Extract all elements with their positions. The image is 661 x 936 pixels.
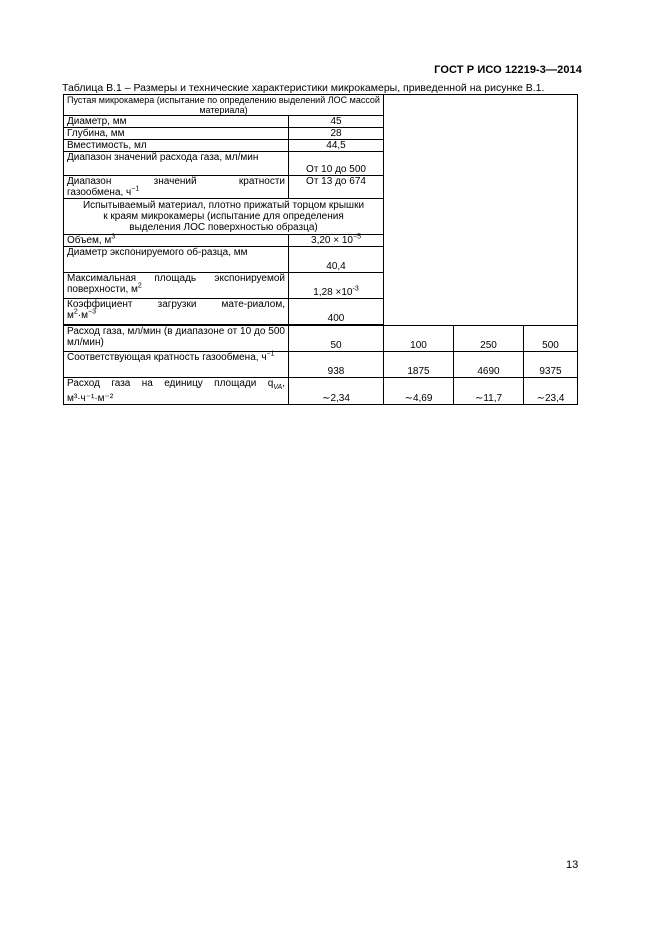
section-title-empty-chamber: Пустая микрокамера (испытание по определению выделений ЛОС массой материала): [64, 95, 384, 116]
row-label: Расход газа, мл/мин (в диапазоне от 10 до 500 мл/мин): [64, 326, 289, 352]
row-label: Максимальная площадь экспонируемой поверхности, $м^2$: [64, 273, 289, 299]
document-header: ГОСТ Р ИСО 12219-3—2014: [434, 64, 582, 76]
blank-area: [384, 95, 578, 326]
exchange-value: 9375: [524, 352, 578, 378]
row-value: $3,20 \times 10^{-5}$: [289, 235, 384, 247]
table-row: [64, 326, 578, 352]
row-value: 40,4: [289, 247, 384, 273]
row-value: 28: [289, 128, 384, 140]
row-value: 45: [289, 116, 384, 128]
row-label: Диаметр экспонируемого об-разца, мм: [64, 247, 289, 273]
row-label: Вместимость, мл: [64, 140, 289, 152]
row-label: Диаметр, мм: [64, 116, 289, 128]
table-row: [64, 378, 578, 405]
exchange-value: 4690: [454, 352, 524, 378]
flow-value: 250: [454, 326, 524, 352]
table-row: [64, 352, 578, 378]
specifications-table: [63, 94, 578, 405]
page-number: 13: [566, 859, 579, 871]
flow-value: 100: [384, 326, 454, 352]
row-value: 400: [289, 299, 384, 325]
row-value: 44,5: [289, 140, 384, 152]
row-label: Соответствующая кратность газообмена, $ч^{-1}$: [64, 352, 289, 378]
row-label: Глубина, мм: [64, 128, 289, 140]
flow-value: 500: [524, 326, 578, 352]
specific-flow-value: ∼11,7: [454, 378, 524, 405]
row-label: Диапазон значений кратности газообмена, $ч^{-1}$: [64, 176, 289, 199]
specific-flow-value: ∼4,69: [384, 378, 454, 405]
row-label: Диапазон значений расхода газа, мл/мин: [64, 152, 289, 176]
row-label: Объем, $м^3$: [64, 235, 289, 247]
section-title-test-material: Испытываемый материал, плотно прижатый торцом крышки к краям микрокамеры (испытание для определения выделения ЛОС поверхностью образца): [64, 199, 384, 235]
specific-flow-value: ∼23,4: [524, 378, 578, 405]
row-value: От 10 до 500: [289, 152, 384, 176]
row-label: Коэффициент загрузки мате-риалом, $м^2\cdot м^{-3}$: [64, 299, 289, 325]
table-caption: Таблица В.1 – Размеры и технические характеристики микрокамеры, приведенной на рисунке В.1.: [62, 82, 545, 94]
row-label: Расход газа на единицу площади $q_{VA}$, м³·ч⁻¹·м⁻²: [64, 378, 289, 405]
exchange-value: 1875: [384, 352, 454, 378]
specific-flow-value: ∼2,34: [289, 378, 384, 405]
row-value: От 13 до 674: [289, 176, 384, 199]
row-value: $1,28 \times 10^{-3}$: [289, 273, 384, 299]
exchange-value: 938: [289, 352, 384, 378]
flow-value: 50: [289, 326, 384, 352]
table-row: [64, 95, 578, 116]
